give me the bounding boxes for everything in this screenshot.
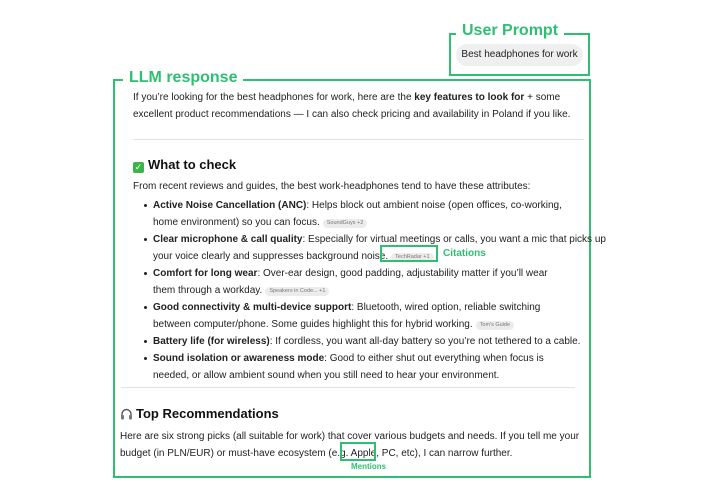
citation-chip[interactable]: Speakers in Code... +1 xyxy=(265,287,329,296)
intro-paragraph: If you’re looking for the best headphones for work, here are the key features to look for + some excellent product recommendations — I can also check pricing and availability in Poland if you like. xyxy=(133,92,571,120)
intro-bold: key features to look for xyxy=(414,92,525,103)
top-recs-heading: Top Recommendations xyxy=(120,405,279,423)
mention-apple[interactable]: Apple, xyxy=(350,448,380,459)
what-to-check-lead: From recent reviews and guides, the best work-headphones tend to have these attributes: xyxy=(133,181,531,192)
divider xyxy=(133,139,584,140)
list-item: Comfort for long wear: Over-ear design, good padding, adjustability matter if you’ll wear them through a workday. Speakers in Code... +1 xyxy=(153,265,548,299)
feature-list xyxy=(153,197,613,384)
what-to-check-heading: ✓ What to check xyxy=(134,157,237,172)
list-item: Battery life (for wireless): If cordless, you want all-day battery so you’re not tethered to a cable. xyxy=(153,333,583,350)
list-item: Clear microphone & call quality: Especially for virtual meetings or calls, you want a mic that picks up your voice clearly and suppresses background noise. TechRadar +1 xyxy=(153,231,613,265)
citation-chip[interactable]: Tom's Guide xyxy=(476,321,514,330)
citation-chip[interactable]: TechRadar +1 xyxy=(391,253,433,262)
mentions-label: Mentions xyxy=(351,462,387,471)
llm-response-title: LLM response xyxy=(123,69,243,87)
list-item: Good connectivity & multi-device support: Bluetooth, wired option, reliable switching between computer/phone. Some guides highlight this for hybrid working. Tom's Guide xyxy=(153,299,568,333)
citation-highlight-frame xyxy=(380,245,438,262)
mention-highlight-frame xyxy=(340,442,376,461)
check-mark-icon: ✓ xyxy=(134,162,143,172)
top-recs-paragraph: Here are six strong picks (all suitable for work) that cover various budgets and needs. If you tell me your budget (in PLN/EUR) or must-have ecosystem (e.g. Apple, PC, etc), I can narrow further. xyxy=(120,431,580,459)
citations-label: Citations xyxy=(443,248,486,259)
user-prompt-bubble: Best headphones for work xyxy=(456,44,583,66)
user-prompt-title: User Prompt xyxy=(456,22,564,40)
divider xyxy=(121,387,575,388)
list-item: Sound isolation or awareness mode: Good to either shut out everything when focus is needed, or allow ambient sound when you still need to hear your environment. xyxy=(153,350,578,384)
list-item: Active Noise Cancellation (ANC): Helps block out ambient noise (open offices, co-working, home environment) so you can focus. SoundGuys +2 xyxy=(153,197,573,231)
citation-chip[interactable]: SoundGuys +2 xyxy=(323,219,368,228)
headphones-icon xyxy=(120,408,133,420)
